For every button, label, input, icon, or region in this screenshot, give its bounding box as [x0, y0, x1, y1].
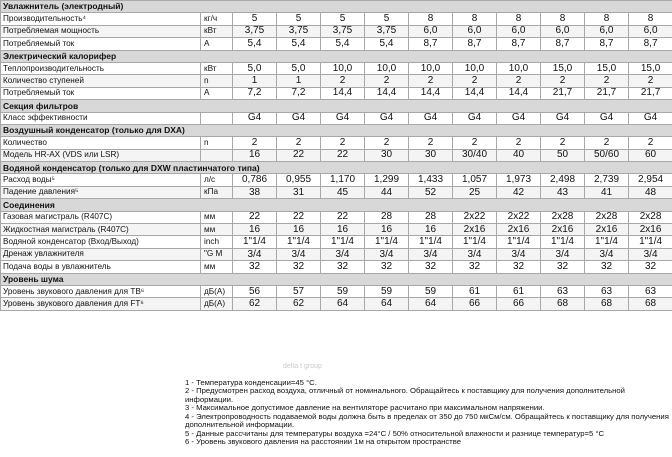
row-label: Подача воды в увлажнитель: [1, 261, 201, 273]
row-unit: л/с: [201, 174, 233, 186]
value-cell: 1"1/4: [321, 236, 365, 248]
row-unit: мм: [201, 261, 233, 273]
value-cell: 30: [409, 149, 453, 161]
value-cell: 10,0: [321, 62, 365, 74]
value-cell: 64: [409, 298, 453, 310]
value-cell: 64: [321, 298, 365, 310]
value-cell: 8,7: [497, 38, 541, 50]
value-cell: 16: [321, 224, 365, 236]
value-cell: 6,0: [453, 25, 497, 37]
value-cell: 7,2: [277, 87, 321, 99]
value-cell: 14,4: [409, 87, 453, 99]
value-cell: 2: [453, 75, 497, 87]
value-cell: 3/4: [629, 248, 672, 260]
value-cell: 8: [629, 13, 672, 25]
value-cell: 2: [321, 137, 365, 149]
value-cell: 2,739: [585, 174, 629, 186]
spec-row: [1, 112, 672, 124]
section-title: Соединения: [1, 199, 672, 211]
value-cell: 43: [541, 186, 585, 198]
value-cell: 14,4: [497, 87, 541, 99]
row-label: Жидкостная магистраль (R407C): [1, 224, 201, 236]
spec-row: [1, 75, 672, 87]
value-cell: 16: [233, 224, 277, 236]
value-cell: 8,7: [453, 38, 497, 50]
value-cell: 2: [541, 75, 585, 87]
section-title: Увлажнитель (электродный): [1, 1, 672, 13]
spec-row: [1, 13, 672, 25]
value-cell: 2: [321, 75, 365, 87]
value-cell: 3,75: [277, 25, 321, 37]
value-cell: 2: [365, 75, 409, 87]
row-label: Уровень звукового давления для FT⁶: [1, 298, 201, 310]
row-unit: А: [201, 87, 233, 99]
row-label: Модель HR-AX (VDS или LSR): [1, 149, 201, 161]
row-unit: кПа: [201, 186, 233, 198]
value-cell: 10,0: [453, 62, 497, 74]
row-unit: мм: [201, 211, 233, 223]
section-header: [1, 100, 672, 112]
row-label: Расход воды⁵: [1, 174, 201, 186]
value-cell: 6,0: [585, 25, 629, 37]
spec-row: [1, 186, 672, 198]
section-header: [1, 199, 672, 211]
value-cell: 3/4: [497, 248, 541, 260]
value-cell: 56: [233, 285, 277, 297]
spec-row: [1, 62, 672, 74]
value-cell: 2x16: [629, 224, 672, 236]
row-unit: А: [201, 38, 233, 50]
row-unit: [201, 112, 233, 124]
section-title: Воздушный конденсатор (только для DXA): [1, 124, 672, 136]
value-cell: 1"1/4: [365, 236, 409, 248]
row-unit: "G M: [201, 248, 233, 260]
value-cell: 1,170: [321, 174, 365, 186]
value-cell: G4: [629, 112, 672, 124]
spec-row: [1, 137, 672, 149]
value-cell: 60: [629, 149, 672, 161]
value-cell: 1"1/4: [585, 236, 629, 248]
footnotes: [185, 379, 670, 447]
value-cell: 8: [497, 13, 541, 25]
row-label: Дренаж увлажнителя: [1, 248, 201, 260]
value-cell: 59: [365, 285, 409, 297]
value-cell: 3/4: [541, 248, 585, 260]
value-cell: 32: [497, 261, 541, 273]
row-unit: мм: [201, 224, 233, 236]
value-cell: 3/4: [409, 248, 453, 260]
value-cell: 5: [277, 13, 321, 25]
section-header: [1, 273, 672, 285]
value-cell: 8: [541, 13, 585, 25]
value-cell: 2: [541, 137, 585, 149]
value-cell: 32: [629, 261, 672, 273]
value-cell: G4: [585, 112, 629, 124]
value-cell: 57: [277, 285, 321, 297]
value-cell: 8: [453, 13, 497, 25]
value-cell: 42: [497, 186, 541, 198]
row-label: Количество ступеней: [1, 75, 201, 87]
row-label: Водяной конденсатор (Вход/Выход): [1, 236, 201, 248]
value-cell: 59: [409, 285, 453, 297]
value-cell: 2: [409, 137, 453, 149]
value-cell: 3,75: [233, 25, 277, 37]
value-cell: 2: [365, 137, 409, 149]
value-cell: 32: [585, 261, 629, 273]
value-cell: 61: [453, 285, 497, 297]
value-cell: 3/4: [321, 248, 365, 260]
value-cell: 66: [453, 298, 497, 310]
value-cell: 1,433: [409, 174, 453, 186]
value-cell: G4: [541, 112, 585, 124]
footnote-line: 4 - Электропроводность подаваемой воды должна быть в пределах от 350 до 750 мкСм/см. Обращайтесь к поставщику для получения дополнительной информации.: [185, 411, 669, 430]
value-cell: 3/4: [365, 248, 409, 260]
value-cell: 30/40: [453, 149, 497, 161]
value-cell: 6,0: [541, 25, 585, 37]
value-cell: 15,0: [585, 62, 629, 74]
value-cell: 0,955: [277, 174, 321, 186]
value-cell: 1"1/4: [409, 236, 453, 248]
value-cell: 6,0: [497, 25, 541, 37]
value-cell: 32: [277, 261, 321, 273]
value-cell: 14,4: [321, 87, 365, 99]
value-cell: 62: [233, 298, 277, 310]
row-label: Класс эффективности: [1, 112, 201, 124]
value-cell: 2: [585, 137, 629, 149]
spec-row: [1, 261, 672, 273]
value-cell: 1"1/4: [541, 236, 585, 248]
row-label: Потребляемый ток: [1, 38, 201, 50]
section-header: [1, 162, 672, 174]
value-cell: 5,0: [233, 62, 277, 74]
value-cell: 16: [365, 224, 409, 236]
value-cell: 21,7: [541, 87, 585, 99]
spec-row: [1, 25, 672, 37]
value-cell: 1,299: [365, 174, 409, 186]
value-cell: 3/4: [585, 248, 629, 260]
value-cell: 32: [453, 261, 497, 273]
value-cell: 2x16: [453, 224, 497, 236]
value-cell: 2: [233, 137, 277, 149]
value-cell: 38: [233, 186, 277, 198]
value-cell: 2: [277, 137, 321, 149]
value-cell: 1: [233, 75, 277, 87]
row-unit: кВт: [201, 25, 233, 37]
value-cell: 52: [409, 186, 453, 198]
value-cell: 22: [321, 211, 365, 223]
row-unit: дБ(А): [201, 285, 233, 297]
value-cell: 5,4: [233, 38, 277, 50]
value-cell: 16: [233, 149, 277, 161]
value-cell: 2: [629, 75, 672, 87]
spec-row: [1, 248, 672, 260]
value-cell: 63: [585, 285, 629, 297]
value-cell: 1,057: [453, 174, 497, 186]
value-cell: 22: [321, 149, 365, 161]
value-cell: 32: [321, 261, 365, 273]
value-cell: 66: [497, 298, 541, 310]
value-cell: 3/4: [233, 248, 277, 260]
value-cell: 32: [409, 261, 453, 273]
row-unit: кВт: [201, 62, 233, 74]
value-cell: 8,7: [629, 38, 672, 50]
row-label: Количество: [1, 137, 201, 149]
value-cell: 6,0: [629, 25, 672, 37]
value-cell: 25: [453, 186, 497, 198]
value-cell: 1"1/4: [629, 236, 672, 248]
row-label: Теплопроизводительность: [1, 62, 201, 74]
value-cell: 5: [365, 13, 409, 25]
value-cell: G4: [321, 112, 365, 124]
value-cell: 2,954: [629, 174, 672, 186]
value-cell: 2x28: [629, 211, 672, 223]
value-cell: 1"1/4: [233, 236, 277, 248]
value-cell: 48: [629, 186, 672, 198]
value-cell: 2x28: [541, 211, 585, 223]
footnote-line: 2 - Предусмотрен расход воздуха, отличный от номинального. Обращайтесь к поставщику для получения дополнительной информации.: [185, 386, 625, 404]
value-cell: 5,4: [365, 38, 409, 50]
value-cell: 8,7: [409, 38, 453, 50]
value-cell: 16: [409, 224, 453, 236]
spec-row: [1, 174, 672, 186]
value-cell: 14,4: [453, 87, 497, 99]
value-cell: 50/60: [585, 149, 629, 161]
value-cell: 5: [233, 13, 277, 25]
value-cell: 8,7: [585, 38, 629, 50]
section-header: [1, 50, 672, 62]
value-cell: 62: [277, 298, 321, 310]
value-cell: 2: [409, 75, 453, 87]
value-cell: 64: [365, 298, 409, 310]
value-cell: G4: [409, 112, 453, 124]
value-cell: 28: [409, 211, 453, 223]
value-cell: 3,75: [321, 25, 365, 37]
value-cell: 5,4: [321, 38, 365, 50]
section-title: Водяной конденсатор (только для DXW пластинчатого типа): [1, 162, 672, 174]
value-cell: 8: [585, 13, 629, 25]
footnote-line: 5 - Данные рассчитаны для температуры воздуха =24°C / 50% относительной влажности и разнице температур=5 °C: [185, 428, 605, 438]
footnote-line: 3 - Максимальное допустимое давление на вентиляторе расчитано при максимальном напряжении.: [185, 403, 545, 413]
value-cell: 5,0: [277, 62, 321, 74]
value-cell: 63: [541, 285, 585, 297]
row-label: Газовая магистраль (R407C): [1, 211, 201, 223]
row-label: Падение давления⁵: [1, 186, 201, 198]
value-cell: 32: [233, 261, 277, 273]
value-cell: 2: [453, 137, 497, 149]
value-cell: 68: [585, 298, 629, 310]
spec-row: [1, 87, 672, 99]
row-unit: inch: [201, 236, 233, 248]
row-label: Потребляемый ток: [1, 87, 201, 99]
value-cell: 3/4: [277, 248, 321, 260]
value-cell: 22: [277, 149, 321, 161]
spec-row: [1, 224, 672, 236]
spec-row: [1, 285, 672, 297]
value-cell: 22: [233, 211, 277, 223]
spec-table-body: [1, 1, 672, 311]
value-cell: 63: [629, 285, 672, 297]
row-label: Потребляемая мощность: [1, 25, 201, 37]
watermark-text: delta t group: [283, 363, 322, 370]
spec-row: [1, 236, 672, 248]
value-cell: 2: [497, 75, 541, 87]
value-cell: G4: [497, 112, 541, 124]
value-cell: 2x16: [541, 224, 585, 236]
footnote-line: 6 - Уровень звукового давления на расстоянии 1м на открытом пространстве: [185, 437, 461, 447]
value-cell: 1"1/4: [497, 236, 541, 248]
spec-row: [1, 149, 672, 161]
value-cell: 8,7: [541, 38, 585, 50]
spec-row: [1, 298, 672, 310]
value-cell: 2x22: [497, 211, 541, 223]
value-cell: 30: [365, 149, 409, 161]
value-cell: 8: [409, 13, 453, 25]
value-cell: 41: [585, 186, 629, 198]
section-header: [1, 1, 672, 13]
value-cell: 68: [541, 298, 585, 310]
value-cell: 44: [365, 186, 409, 198]
value-cell: G4: [233, 112, 277, 124]
row-label: Производительность⁴: [1, 13, 201, 25]
value-cell: 1"1/4: [277, 236, 321, 248]
value-cell: 2x22: [453, 211, 497, 223]
value-cell: 0,786: [233, 174, 277, 186]
value-cell: 2: [585, 75, 629, 87]
row-unit: кг/ч: [201, 13, 233, 25]
spec-row: [1, 38, 672, 50]
value-cell: 21,7: [585, 87, 629, 99]
value-cell: 1: [277, 75, 321, 87]
value-cell: 3/4: [453, 248, 497, 260]
value-cell: G4: [453, 112, 497, 124]
value-cell: 2: [629, 137, 672, 149]
value-cell: 5: [321, 13, 365, 25]
footnote-line: 1 - Температура конденсации=45 °C.: [185, 378, 317, 387]
value-cell: 2x16: [585, 224, 629, 236]
value-cell: 21,7: [629, 87, 672, 99]
value-cell: 1"1/4: [453, 236, 497, 248]
row-unit: n: [201, 137, 233, 149]
value-cell: 2,498: [541, 174, 585, 186]
section-title: Электрический калорифер: [1, 50, 672, 62]
section-header: [1, 124, 672, 136]
row-unit: дБ(А): [201, 298, 233, 310]
value-cell: 32: [365, 261, 409, 273]
value-cell: 15,0: [629, 62, 672, 74]
section-title: Секция фильтров: [1, 100, 672, 112]
value-cell: 10,0: [409, 62, 453, 74]
spec-row: [1, 211, 672, 223]
value-cell: 68: [629, 298, 672, 310]
value-cell: 3,75: [365, 25, 409, 37]
row-unit: n: [201, 75, 233, 87]
value-cell: 2x28: [585, 211, 629, 223]
value-cell: 16: [277, 224, 321, 236]
value-cell: 14,4: [365, 87, 409, 99]
value-cell: 7,2: [233, 87, 277, 99]
row-label: Уровень звукового давления для TB⁶: [1, 285, 201, 297]
value-cell: 15,0: [541, 62, 585, 74]
row-unit: [201, 149, 233, 161]
value-cell: 2: [497, 137, 541, 149]
value-cell: 6,0: [409, 25, 453, 37]
value-cell: 31: [277, 186, 321, 198]
value-cell: 32: [541, 261, 585, 273]
value-cell: 59: [321, 285, 365, 297]
value-cell: 10,0: [497, 62, 541, 74]
value-cell: 40: [497, 149, 541, 161]
value-cell: 28: [365, 211, 409, 223]
value-cell: 2x16: [497, 224, 541, 236]
value-cell: 50: [541, 149, 585, 161]
value-cell: 1,973: [497, 174, 541, 186]
value-cell: 10,0: [365, 62, 409, 74]
value-cell: 5,4: [277, 38, 321, 50]
value-cell: 45: [321, 186, 365, 198]
value-cell: 22: [277, 211, 321, 223]
value-cell: G4: [277, 112, 321, 124]
value-cell: G4: [365, 112, 409, 124]
section-title: Уровень шума: [1, 273, 672, 285]
value-cell: 61: [497, 285, 541, 297]
